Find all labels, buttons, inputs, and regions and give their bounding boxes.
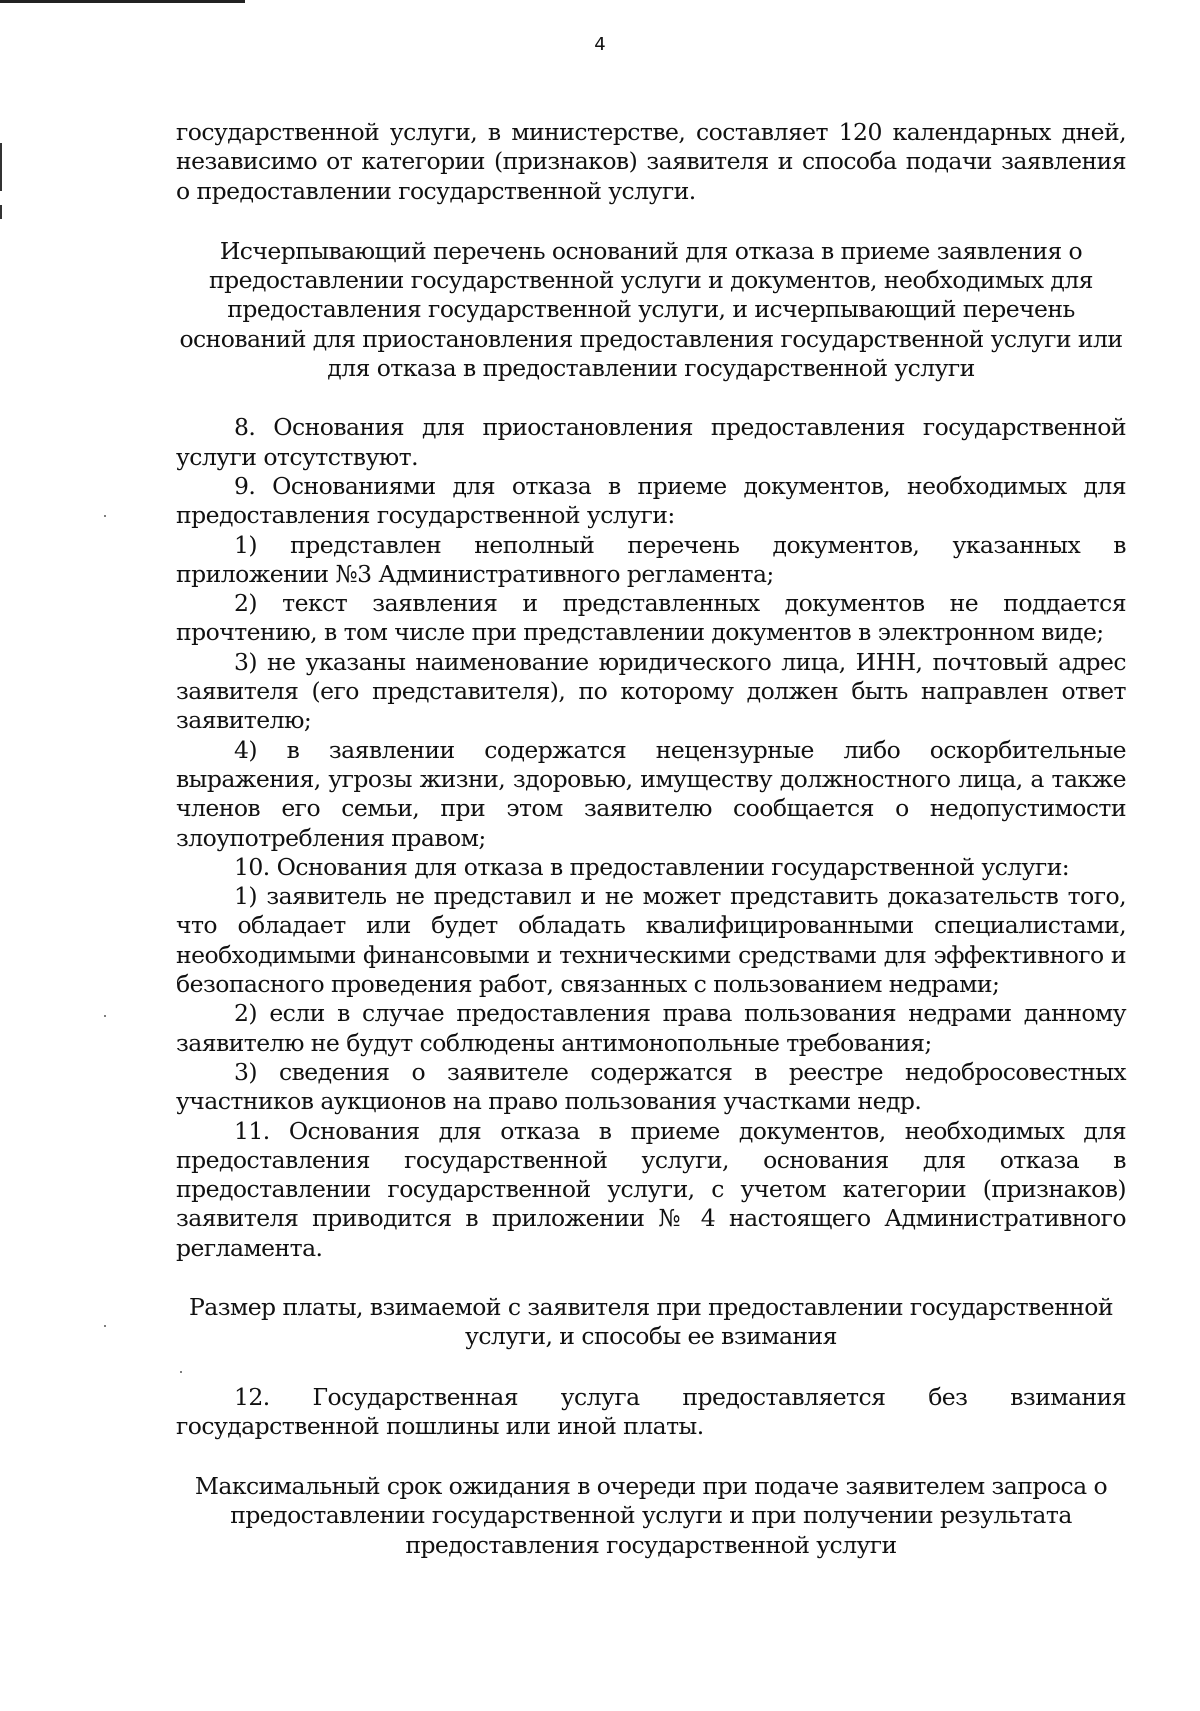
paragraph-9-item-4: 4) в заявлении содержатся нецензурные либо оскорбительные выражения, угрозы жизни, здоровью, имуществу должностного лица, а также членов его семьи, при этом заявителю сообщается о недопустимости злоупотребления правом; bbox=[176, 735, 1126, 852]
scan-speck bbox=[104, 515, 106, 517]
section-heading-fee: Размер платы, взимаемой с заявителя при предоставлении государственной услуги, и способы ее взимания bbox=[188, 1292, 1114, 1351]
paragraph-9-item-2: 2) текст заявления и представленных документов не поддается прочтению, в том числе при представлении документов в электронном виде; bbox=[176, 589, 1126, 647]
paragraph-9: 9. Основаниями для отказа в приеме документов, необходимых для предоставления государственной услуги: bbox=[176, 471, 1126, 530]
section-heading-refusal-grounds: Исчерпывающий перечень оснований для отказа в приеме заявления о предоставлении государственной услуги и документов, необходимых для предоставления государственной услуги, и исчерпывающий перечень оснований для приостановления предоставления государственной услуги или для отказа в предоставлении государственной услуги bbox=[179, 236, 1123, 383]
paragraph-12: 12. Государственная услуга предоставляется без взимания государственной пошлины или иной платы. bbox=[176, 1382, 1126, 1440]
paragraph-10-item-3: 3) сведения о заявителе содержатся в реестре недобросовестных участников аукционов на право пользования участками недр. bbox=[176, 1057, 1126, 1116]
scan-margin-mark bbox=[0, 143, 2, 191]
paragraph-9-item-3: 3) не указаны наименование юридического лица, ИНН, почтовый адрес заявителя (его представителя), по которому должен быть направлен ответ заявителю; bbox=[176, 647, 1126, 735]
paragraph-10-item-1: 1) заявитель не представил и не может представить доказательств того, что обладает или будет обладать квалифицированными специалистами, необходимыми финансовыми и техническими средствами для эффективного и безопасного проведения работ, связанных с пользованием недрами; bbox=[176, 882, 1126, 999]
paragraph-11: 11. Основания для отказа в приеме документов, необходимых для предоставления государственной услуги, основания для отказа в предоставлении государственной услуги, с учетом категории (признаков) заявителя приводится в приложении № 4 настоящего Административного регламента. bbox=[176, 1116, 1126, 1262]
scan-margin-mark bbox=[0, 205, 2, 219]
scan-top-rule bbox=[0, 0, 245, 3]
paragraph-8: 8. Основания для приостановления предоставления государственной услуги отсутствуют. bbox=[176, 413, 1126, 471]
document-body bbox=[176, 118, 1126, 1560]
paragraph-9-item-1: 1) представлен неполный перечень документов, указанных в приложении №3 Административного регламента; bbox=[176, 530, 1126, 588]
scan-speck bbox=[104, 1015, 106, 1017]
section-heading-queue-time: Максимальный срок ожидания в очереди при подаче заявителем запроса о предоставлении государственной услуги и при получении результата предоставления государственной услуги bbox=[194, 1472, 1108, 1559]
paragraph-10-item-2: 2) если в случае предоставления права пользования недрами данному заявителю не будут соблюдены антимонопольные требования; bbox=[176, 999, 1126, 1057]
paragraph-intro: государственной услуги, в министерстве, составляет 120 календарных дней, независимо от категории (признаков) заявителя и способа подачи заявления о предоставлении государственной услуги. bbox=[176, 118, 1126, 205]
page-number: 4 bbox=[594, 34, 606, 55]
scan-speck bbox=[104, 1325, 106, 1327]
paragraph-10: 10. Основания для отказа в предоставлении государственной услуги: bbox=[234, 852, 1070, 881]
